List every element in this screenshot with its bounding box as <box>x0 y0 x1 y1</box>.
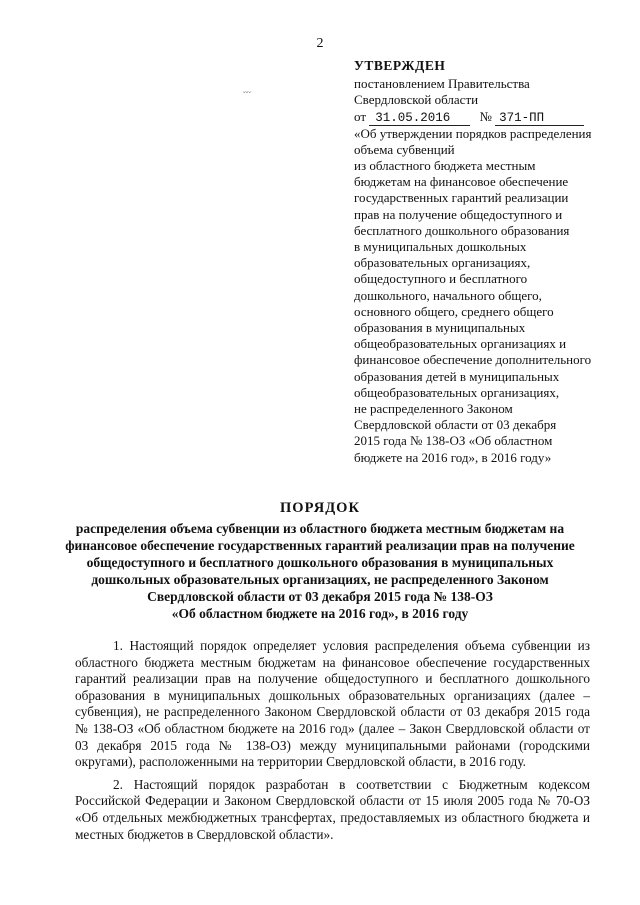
approval-subject: финансовое обеспечение дополнительного <box>354 352 592 368</box>
approval-subject: прав на получение общедоступного и <box>354 206 563 222</box>
number-prefix: № <box>479 108 492 124</box>
approval-subject: дошкольного, начального общего, <box>354 287 542 303</box>
approval-subject: общеобразовательных организациях, <box>354 384 560 400</box>
document-title-main: ПОРЯДОК <box>280 500 360 516</box>
approval-subject: объема субвенций <box>354 141 455 157</box>
approval-subject: не распределенного Законом <box>354 401 513 417</box>
scan-artifact: ˘˘˘ <box>243 90 251 99</box>
approval-subject: общеобразовательных организациях и <box>354 336 567 352</box>
approval-subject: 2015 года № 138-ОЗ «Об областном <box>354 433 553 449</box>
approval-subject: бесплатного дошкольного образования <box>354 222 570 238</box>
paragraph-1: 1. Настоящий порядок определяет условия распределения объема субвенции из областного бюджета местным бюджетам на финансовое обеспечение государственных гарантий реализации прав на получение общедоступного и бесплатного дошкольного образования в муниципальных дошкольных образовательных организациях (далее – субвенция), не распределенного Законом Свердловской области от 03 декабря 2015 года № 138-ОЗ «Об областном бюджете на 2016 год» (далее – Закон Свердловской области от 03 декабря 2015 года № 138-ОЗ) между муниципальными районами (городскими округами), расположенными на территории Свердловской области, в 2016 году. <box>75 638 590 770</box>
document-title-line: «Об областном бюджете на 2016 год», в 2016 году <box>171 606 469 621</box>
approval-heading: УТВЕРЖДЕН <box>354 58 446 73</box>
approval-subject: образования детей в муниципальных <box>354 368 560 384</box>
approval-subject: в муниципальных дошкольных <box>354 239 527 255</box>
approval-subject: общедоступного и бесплатного <box>354 271 528 287</box>
approval-subject: Свердловской области от 03 декабря <box>354 417 557 433</box>
date-prefix: от <box>354 108 367 124</box>
approval-subject: «Об утверждении порядков распределения <box>354 125 592 141</box>
approval-subject: бюджете на 2016 год», в 2016 году» <box>354 449 552 465</box>
approval-line: Свердловской области <box>354 92 479 108</box>
document-title-line: дошкольных образовательных организациях, не распределенного Законом <box>91 572 549 587</box>
document-body <box>75 638 590 849</box>
approval-date: 31.05.2016 <box>369 112 470 126</box>
paragraph-2: 2. Настоящий порядок разработан в соответствии с Бюджетным кодексом Российской Федерации и Законом Свердловской области от 15 июля 2005 года № 70-ОЗ «Об отдельных межбюджетных трансфертах, предоставляемых из областного бюджета и местных бюджетов в Свердловской области». <box>75 776 590 842</box>
approval-stamp <box>354 58 634 466</box>
approval-subject: государственных гарантий реализации <box>354 190 569 206</box>
document-title <box>60 500 580 622</box>
approval-subject: основного общего, среднего общего <box>354 303 554 319</box>
approval-subject: образования в муниципальных <box>354 320 526 336</box>
document-title-line: распределения объема субвенции из областного бюджета местным бюджетам на <box>75 521 565 536</box>
approval-subject: бюджетам на финансовое обеспечение <box>354 174 569 190</box>
approval-number: 371-ПП <box>495 112 584 126</box>
document-title-line: финансовое обеспечение государственных гарантий реализации прав на получение <box>65 538 575 553</box>
approval-subject: образовательных организациях, <box>354 255 531 271</box>
approval-subject: из областного бюджета местным <box>354 158 536 174</box>
approval-line: постановлением Правительства <box>354 76 530 92</box>
document-title-line: Свердловской области от 03 декабря 2015 года № 138-ОЗ <box>147 589 493 604</box>
approval-date-line <box>354 109 634 126</box>
page-number: 2 <box>316 36 324 51</box>
document-title-line: общедоступного и бесплатного дошкольного образования в муниципальных <box>86 555 554 570</box>
